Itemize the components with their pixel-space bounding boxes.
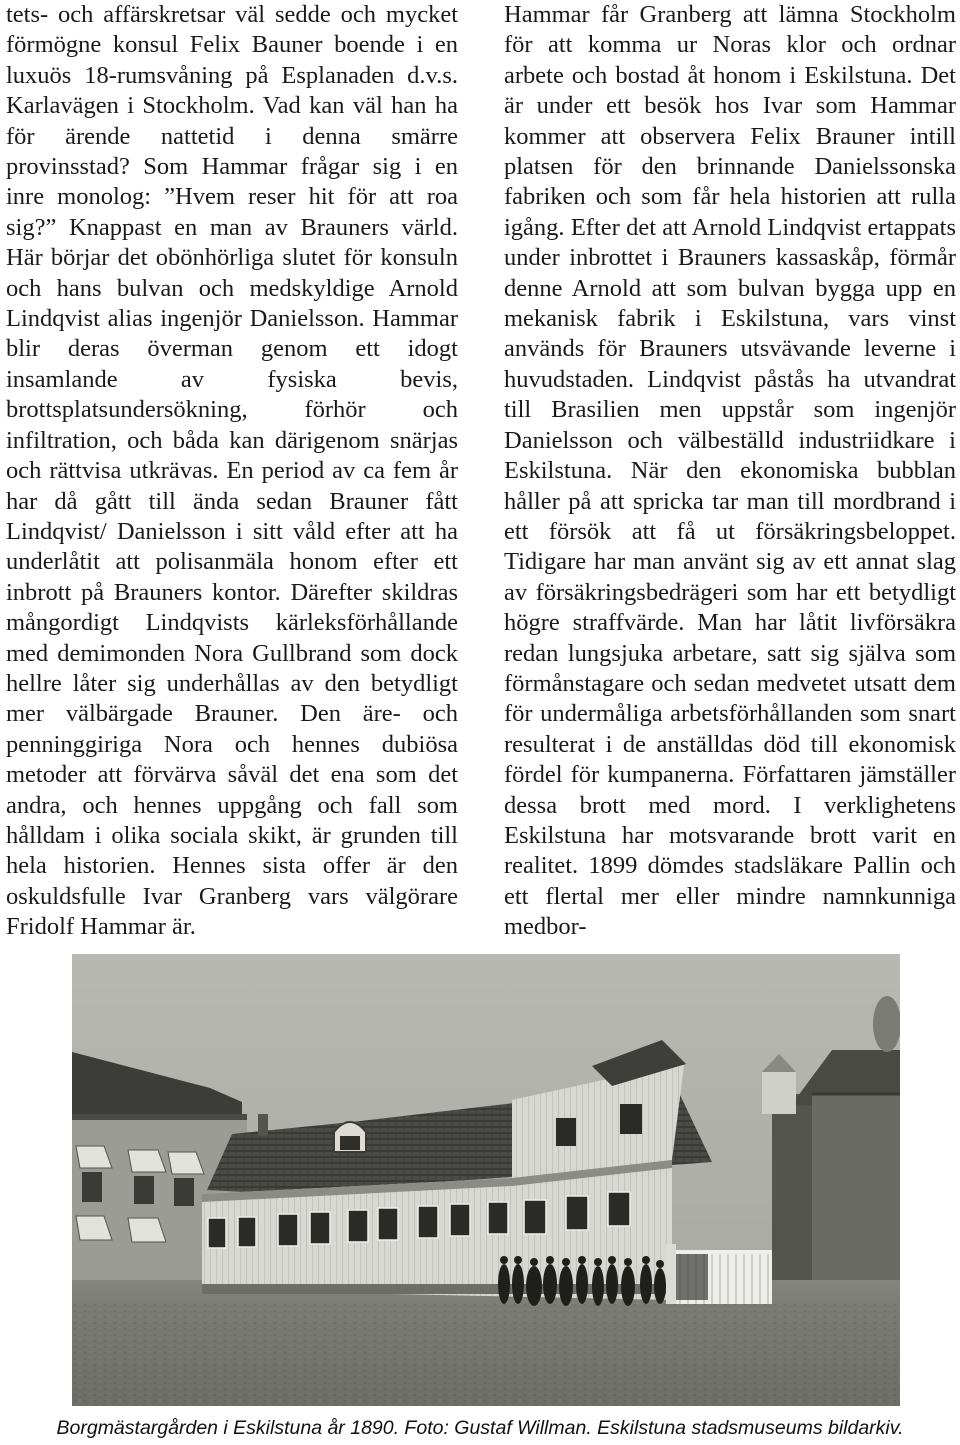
left-text-column <box>6 0 458 943</box>
picket-fence <box>666 1244 772 1304</box>
right-text-column <box>504 0 956 943</box>
historical-photo <box>72 954 900 1406</box>
photo-caption: Borgmästargården i Eskilstuna år 1890. Foto: Gustaf Willman. Eskilstuna stadsmuseums bildarkiv. <box>56 1417 904 1439</box>
left-column-paragraph: tets- och affärskretsar väl sedde och mycket förmögne konsul Felix Bauner boende i en luxuös 18-rumsvåning på Esplanaden d.v.s. Karlavägen i Stockholm. Vad kan väl han ha för ärende nattetid i denna smärre provinsstad? Som Hammar frågar sig i en inre monolog: ”Hvem reser hit för att roa sig?” Knappast en man av Brauners värld. Här börjar det obönhörliga slutet för konsuln och hans bulvan och medskyldige Arnold Lindqvist alias ingenjör Danielsson. Hammar blir deras överman genom ett idogt insamlande av fysiska bevis, brottsplatsundersökning, förhör och infiltration, och båda kan därigenom snärjas och rättvisa utkrävas. En period av ca fem år har då gått till ända sedan Brauner fått Lindqvist/ Danielsson i sitt våld efter att ha underlåtit att polisanmäla honom efter ett inbrott på Brauners kontor. Därefter skildras mångordigt Lindqvists kärleksförhållande med demimonden Nora Gullbrand som dock hellre låter sig underhållas av den betydligt mer välbärgade Brauner. Den äre- och penninggiriga Nora och hennes dubiösa metoder att förvärva såväl det ena som det andra, och hennes uppgång och fall som hålldam i olika sociala skikt, är grunden till hela historien. Hennes sista offer är den oskuldsfulle Ivar Granberg vars välgörare Fridolf Hammar är. <box>6 1 458 941</box>
right-column-paragraph: Hammar får Granberg att lämna Stockholm för att komma ur Noras klor och ordnar arbete och bostad åt honom i Eskilstuna. Det är under ett besök hos Ivar som Hammar kommer att observera Felix Brauner intill platsen för den brinnande Danielssonska fabriken och som får hela historien att rulla igång. Efter det att Arnold Lindqvist ertappats under inbrottet i Brauners kassaskåp, förmår denne Arnold att som bulvan bygga upp en mekanisk fabrik i Eskilstuna, vars vinst används för Brauners utsvävande leverne i huvudstaden. Lindqvist påstås ha utvandrat till Brasilien men uppstår som ingenjör Danielsson och välbeställd industriidkare i Eskilstuna. När den ekonomiska bubblan håller på att spricka tar man till mordbrand i ett försök att få ut försäkringsbeloppet. Tidigare har man använt sig av ett annat slag av försäkringsbedrägeri som har ett betydligt högre straffvärde. Man har låtit livförsäkra redan lungsjuka arbetare, satt sig själva som förmånstagare och sedan medvetet utsatt dem för undermåliga arbetsförhållanden som snart resulterat i de anställdas död till ekonomisk fördel för kumpanerna. Författaren jämställer dessa brott med mord. I verklighetens Eskilstuna har motsvarande brott varit en realitet. 1899 dömdes stadsläkare Pallin och ett flertal mer eller mindre namnkunniga medbor- <box>504 1 956 941</box>
photo-illustration <box>72 954 900 1406</box>
